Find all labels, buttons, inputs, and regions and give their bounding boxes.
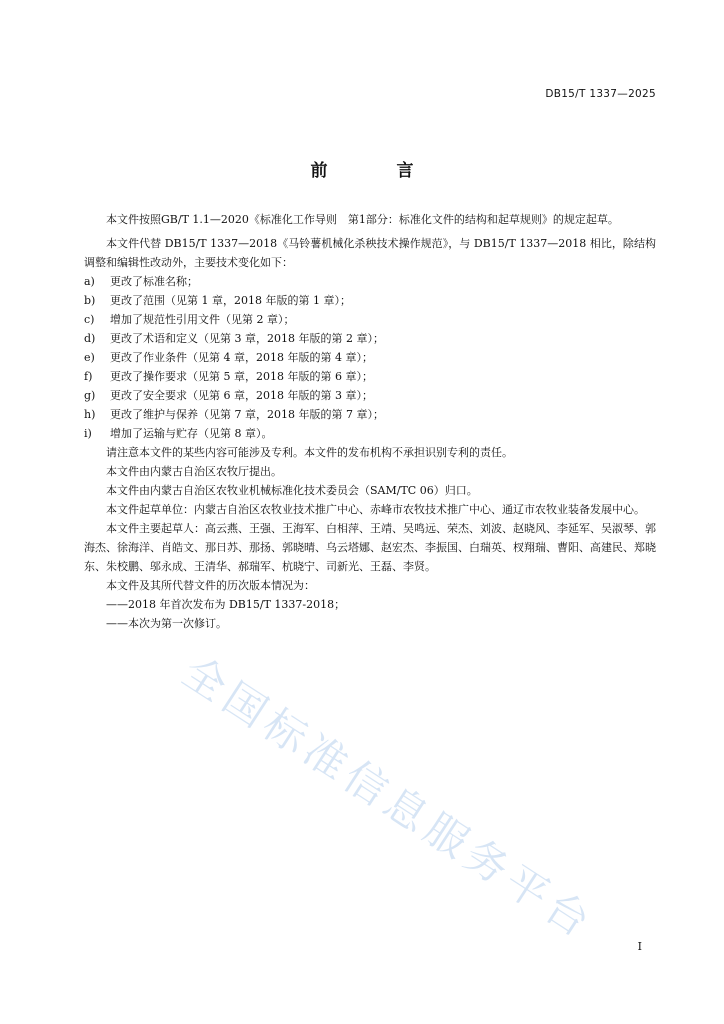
list-item bbox=[84, 310, 656, 329]
page-title: 前 言 bbox=[310, 161, 440, 181]
list-text: 更改了范围（见第 1 章，2018 年版的第 1 章）； bbox=[110, 294, 351, 307]
list-text: 更改了维护与保养（见第 7 章，2018 年版的第 7 章）； bbox=[110, 408, 384, 421]
list-item bbox=[84, 405, 656, 424]
drafters: 本文件主要起草人：高云燕、王强、王海军、白相萍、王靖、吴鸣远、荣杰、刘波、赵晓风、李延军、吴淑琴、郭海杰、徐海洋、肖皓文、那日苏、那扬、郭晓晴、乌云塔娜、赵宏杰、李振国、白瑞英、杈翔瑞、曹阳、高建民、郑晓东、朱校鹏、邬永成、王清华、郝瑞军、杭晓宁、司新光、王磊、李贤。 bbox=[84, 522, 656, 573]
history-intro: 本文件及其所代替文件的历次版本情况为： bbox=[106, 579, 315, 592]
list-marker: h) bbox=[84, 408, 96, 421]
list-text: 更改了标准名称； bbox=[110, 275, 198, 288]
replacement-paragraph: 本文件代替 DB15/T 1337—2018《马铃薯机械化杀秧技术操作规范》，与 DB15/T 1337—2018 相比，除结构调整和编辑性改动外，主要技术变化如下： bbox=[84, 237, 656, 269]
list-text: 更改了安全要求（见第 6 章，2018 年版的第 3 章）； bbox=[110, 389, 373, 402]
document-body bbox=[84, 210, 656, 633]
watermark: 全国标准信息服务平台 bbox=[173, 646, 604, 950]
list-item bbox=[84, 329, 656, 348]
committee-statement: 本文件由内蒙古自治区农牧业机械标准化技术委员会（SAM/TC 06）归口。 bbox=[106, 484, 478, 497]
list-item bbox=[84, 424, 656, 443]
proposer-statement: 本文件由内蒙古自治区农牧厅提出。 bbox=[106, 465, 282, 478]
list-text: 增加了规范性引用文件（见第 2 章）； bbox=[110, 313, 295, 326]
list-item bbox=[84, 291, 656, 310]
list-text: 更改了作业条件（见第 4 章，2018 年版的第 4 章）； bbox=[110, 351, 373, 364]
list-marker: e) bbox=[84, 351, 95, 364]
list-marker: c) bbox=[84, 313, 95, 326]
changes-list bbox=[84, 272, 656, 443]
list-text: 增加了运输与贮存（见第 8 章）。 bbox=[110, 427, 273, 440]
list-marker: a) bbox=[84, 275, 95, 288]
list-item bbox=[84, 348, 656, 367]
history-item: ——本次为第一次修订。 bbox=[106, 617, 227, 630]
list-item bbox=[84, 272, 656, 291]
drafting-units: 本文件起草单位：内蒙古自治区农牧业技术推广中心、赤峰市农牧技术推广中心、通辽市农牧业装备发展中心。 bbox=[106, 503, 645, 516]
list-item bbox=[84, 367, 656, 386]
list-text: 更改了操作要求（见第 5 章，2018 年版的第 6 章）； bbox=[110, 370, 373, 383]
list-item bbox=[84, 386, 656, 405]
standard-code: DB15/T 1337—2025 bbox=[545, 88, 656, 100]
list-marker: f) bbox=[84, 370, 93, 383]
list-marker: d) bbox=[84, 332, 96, 345]
page-number: I bbox=[637, 940, 642, 953]
patent-notice: 请注意本文件的某些内容可能涉及专利。本文件的发布机构不承担识别专利的责任。 bbox=[106, 446, 513, 459]
history-item: ——2018 年首次发布为 DB15/T 1337-2018； bbox=[106, 598, 346, 611]
drafting-rules-paragraph: 本文件按照GB/T 1.1—2020《标准化工作导则 第1部分：标准化文件的结构和起草规则》的规定起草。 bbox=[106, 213, 619, 226]
list-marker: g) bbox=[84, 389, 96, 402]
list-text: 更改了术语和定义（见第 3 章，2018 年版的第 2 章）； bbox=[110, 332, 384, 345]
list-marker: b) bbox=[84, 294, 96, 307]
list-marker: i) bbox=[84, 427, 92, 440]
